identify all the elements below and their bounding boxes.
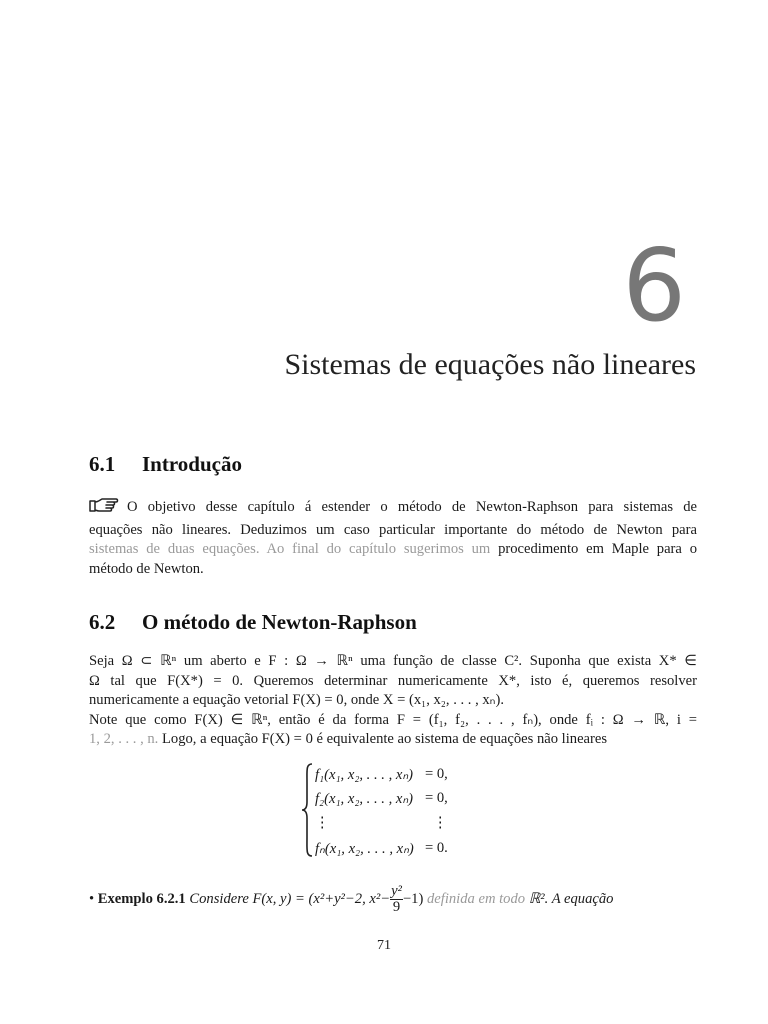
equation-row: ⋮ ⋮ [315,815,448,831]
bullet: • [89,890,95,907]
intro-paragraph [89,498,697,579]
equation-row: f₂(x₁, x₂, . . . , xₙ) = 0, [315,790,448,807]
left-brace [300,762,314,858]
section-heading-newton [89,610,417,635]
newton-line-2: Ω tal que F(X*) = 0. Queremos determinar numericamente X*, isto é, queremos resolver [89,672,697,689]
example-faded-text: definida em todo [426,890,526,907]
equation-row: f₁(x₁, x₂, . . . , xₙ) = 0, [315,766,448,783]
section-number: 6.1 [89,452,116,476]
newton-paragraph [89,652,697,750]
intro-line-2: equações não lineares. Deduzimos um caso particular importante do método de Newton para [89,521,697,538]
section-number: 6.2 [89,610,116,634]
fraction: $\frac{\text{y²}}{9}$ [391,883,402,915]
newton-line-3: numericamente a equação vetorial F(X) = 0, onde X = (x₁, x₂, . . . , xₙ). [89,692,505,708]
intro-line-3: sistemas de duas equações. Ao final do capítulo sugerimos um procedimento em Maple para o [89,541,697,557]
section-title: Introdução [142,452,242,476]
newton-line-4: Note que como F(X) ∈ ℝⁿ, então é da forma F = (f₁, f₂, . . . , fₙ), onde fᵢ : Ω → ℝ, i = [89,711,697,728]
example-line: • Exemplo 6.2.1 Considere F(x, y) = (x²+y²−2, x²− $\frac{\text{y²}}{9}$ −1) definida em todo ℝ². A equação [89,883,614,915]
section-title: O método de Newton-Raphson [142,610,417,634]
section-heading-intro [89,452,242,477]
newton-line-5: 1, 2, . . . , n. Logo, a equação F(X) = 0 é equivalente ao sistema de equações não lineares [89,731,608,747]
intro-line-1: O objetivo desse capítulo á estender o método de Newton-Raphson para sistemas de [89,498,697,521]
chapter-title: Sistemas de equações não lineares [284,348,696,381]
intro-line-4: método de Newton. [89,560,204,577]
page-number: 71 [377,938,391,953]
example-label: Exemplo 6.2.1 [97,890,186,907]
newton-line-1: Seja Ω ⊂ ℝⁿ um aberto e F : Ω → ℝⁿ uma função de classe C². Suponha que exista X* ∈ [89,653,697,669]
equation-row: fₙ(x₁, x₂, . . . , xₙ) = 0. [315,840,448,857]
chapter-number: 6 [622,227,686,344]
example-text: Considere F(x, y) = (x²+y²−2, x²− [189,890,391,907]
pointing-hand-icon [89,498,121,521]
